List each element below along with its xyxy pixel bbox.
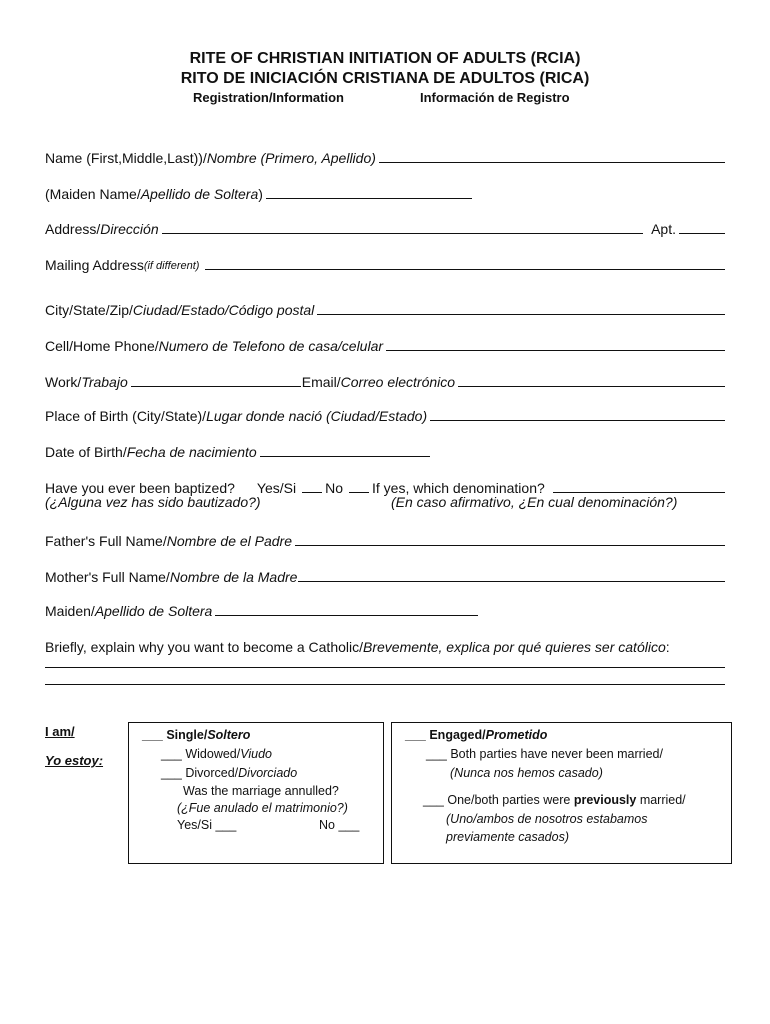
annulled-no-option[interactable] — [319, 818, 359, 833]
baptized-yes-field[interactable] — [302, 492, 322, 493]
divorced-label: Divorced/ — [185, 766, 239, 780]
why-row — [45, 635, 725, 655]
divorced-label-spanish: Divorciado — [238, 766, 298, 780]
address-label: Address/ — [45, 221, 101, 237]
city-field[interactable] — [317, 314, 725, 315]
phone-row — [45, 334, 725, 354]
phone-label: Cell/Home Phone/ — [45, 338, 159, 354]
never-married-label-spanish: (Nunca nos hemos casado) — [450, 766, 603, 780]
annulled-yes-checkbox[interactable]: ___ — [215, 818, 237, 832]
mother-field[interactable] — [298, 581, 725, 582]
father-field[interactable] — [295, 545, 725, 546]
widowed-option[interactable] — [161, 747, 272, 762]
single-option[interactable] — [142, 728, 250, 743]
dob-label: Date of Birth/ — [45, 444, 127, 460]
previously-married-emphasis: previously — [573, 793, 637, 807]
baptized-no-field[interactable] — [349, 492, 369, 493]
mother-maiden-field[interactable] — [215, 615, 478, 616]
mother-label: Mother's Full Name/ — [45, 569, 170, 585]
baptized-row — [45, 476, 725, 496]
maiden-name-label: (Maiden Name/ — [45, 186, 141, 202]
annulled-question: Was the marriage annulled? — [183, 784, 339, 798]
city-row — [45, 298, 725, 318]
work-field[interactable] — [131, 386, 301, 387]
father-row — [45, 529, 725, 549]
engaged-option[interactable] — [405, 728, 547, 743]
annulled-question-spanish: (¿Fue anulado el matrimonio?) — [177, 801, 348, 815]
single-label-spanish: Soltero — [207, 728, 251, 742]
birthplace-label-spanish: Lugar donde nació (Ciudad/Estado) — [206, 408, 428, 424]
previously-married-spanish-1: (Uno/ambos de nosotros estabamos — [446, 812, 648, 826]
never-married-checkbox[interactable]: ___ — [426, 747, 447, 761]
baptized-question: Have you ever been baptized? — [45, 480, 235, 496]
yo-estoy-label: Yo estoy: — [45, 753, 104, 768]
phone-label-spanish: Numero de Telefono de casa/celular — [158, 338, 384, 354]
engaged-label-spanish: Prometido — [485, 728, 548, 742]
previously-married-spanish-2: previamente casados) — [446, 830, 569, 844]
engaged-checkbox[interactable]: ___ — [405, 728, 426, 742]
form-title-english: RITE OF CHRISTIAN INITIATION OF ADULTS (RCIA) — [189, 50, 581, 67]
mailing-address-field[interactable] — [205, 269, 725, 270]
form-title-spanish: RITO DE INICIACIÓN CRISTIANA DE ADULTOS (RICA) — [180, 70, 590, 87]
single-checkbox[interactable]: ___ — [142, 728, 163, 742]
work-email-row — [45, 370, 725, 390]
previously-married-label-end: married/ — [636, 793, 686, 807]
subtitle-english: Registration/Information — [193, 90, 344, 105]
address-field[interactable] — [162, 233, 643, 234]
work-label: Work/ — [45, 374, 82, 390]
maiden-name-row — [45, 182, 725, 202]
address-row — [45, 217, 725, 237]
email-label-spanish: Correo electrónico — [340, 374, 456, 390]
widowed-checkbox[interactable]: ___ — [161, 747, 182, 761]
mother-maiden-row — [45, 599, 725, 619]
dob-row — [45, 440, 725, 460]
denomination-field[interactable] — [553, 492, 725, 493]
maiden-name-label-spanish: Apellido de Soltera — [140, 186, 259, 202]
city-label-spanish: Ciudad/Estado/Código postal — [132, 302, 315, 318]
birthplace-label: Place of Birth (City/State)/ — [45, 408, 207, 424]
why-answer-line-2[interactable] — [45, 684, 725, 685]
previously-married-option[interactable] — [423, 793, 686, 808]
name-field[interactable] — [379, 162, 725, 163]
city-label: City/State/Zip/ — [45, 302, 133, 318]
previously-married-checkbox[interactable]: ___ — [423, 793, 444, 807]
engaged-status-box — [391, 722, 732, 864]
annulled-no-checkbox[interactable]: ___ — [338, 818, 360, 832]
divorced-option[interactable] — [161, 766, 297, 781]
birthplace-field[interactable] — [430, 420, 725, 421]
engaged-label: Engaged/ — [429, 728, 486, 742]
annulled-yes-label: Yes/Si — [177, 818, 212, 832]
dob-label-spanish: Fecha de nacimiento — [126, 444, 257, 460]
name-label-spanish: Nombre (Primero, Apellido) — [206, 150, 376, 166]
never-married-option[interactable] — [426, 747, 663, 762]
why-answer-line-1[interactable] — [45, 667, 725, 668]
previously-married-label-start: One/both parties were — [447, 793, 574, 807]
apt-field[interactable] — [679, 233, 725, 234]
never-married-label: Both parties have never been married/ — [450, 747, 663, 761]
mailing-address-note: (if different) — [143, 260, 200, 272]
i-am-label: I am/ — [45, 724, 75, 739]
work-label-spanish: Trabajo — [81, 374, 128, 390]
dob-field[interactable] — [260, 456, 430, 457]
father-label-spanish: Nombre de el Padre — [166, 533, 293, 549]
email-field[interactable] — [458, 386, 725, 387]
birthplace-row — [45, 404, 725, 424]
mailing-address-row — [45, 253, 725, 273]
father-label: Father's Full Name/ — [45, 533, 167, 549]
maiden-name-field[interactable] — [266, 198, 472, 199]
phone-field[interactable] — [386, 350, 725, 351]
why-label-spanish: Brevemente, explica por qué quieres ser católico — [363, 639, 666, 655]
single-status-box — [128, 722, 384, 864]
mother-label-spanish: Nombre de la Madre — [169, 569, 298, 585]
why-label: Briefly, explain why you want to become a Catholic/ — [45, 639, 364, 655]
annulled-yes-option[interactable] — [177, 818, 236, 833]
apt-label: Apt. — [651, 221, 676, 237]
baptized-no-label: No — [325, 480, 344, 496]
single-label: Single/ — [166, 728, 208, 742]
baptized-question-spanish: (¿Alguna vez has sido bautizado?) — [45, 494, 261, 510]
mother-maiden-label-spanish: Apellido de Soltera — [94, 603, 213, 619]
annulled-no-label: No — [319, 818, 335, 832]
email-label: Email/ — [301, 374, 341, 390]
baptized-yes-label: Yes/Si — [256, 480, 297, 496]
denomination-label-spanish: (En caso afirmativo, ¿En cual denominación?) — [391, 494, 678, 510]
subtitle-spanish: Información de Registro — [420, 90, 570, 105]
divorced-checkbox[interactable]: ___ — [161, 766, 182, 780]
why-colon: : — [665, 639, 670, 655]
name-label: Name (First,Middle,Last))/ — [45, 150, 207, 166]
widowed-label: Widowed/ — [185, 747, 241, 761]
name-row — [45, 146, 725, 166]
address-label-spanish: Dirección — [100, 221, 159, 237]
denomination-label: If yes, which denomination? — [372, 480, 545, 496]
widowed-label-spanish: Viudo — [240, 747, 272, 761]
maiden-name-close: ) — [258, 186, 263, 202]
mother-row — [45, 565, 725, 585]
mother-maiden-label: Maiden/ — [45, 603, 95, 619]
mailing-address-label: Mailing Address — [45, 257, 144, 273]
